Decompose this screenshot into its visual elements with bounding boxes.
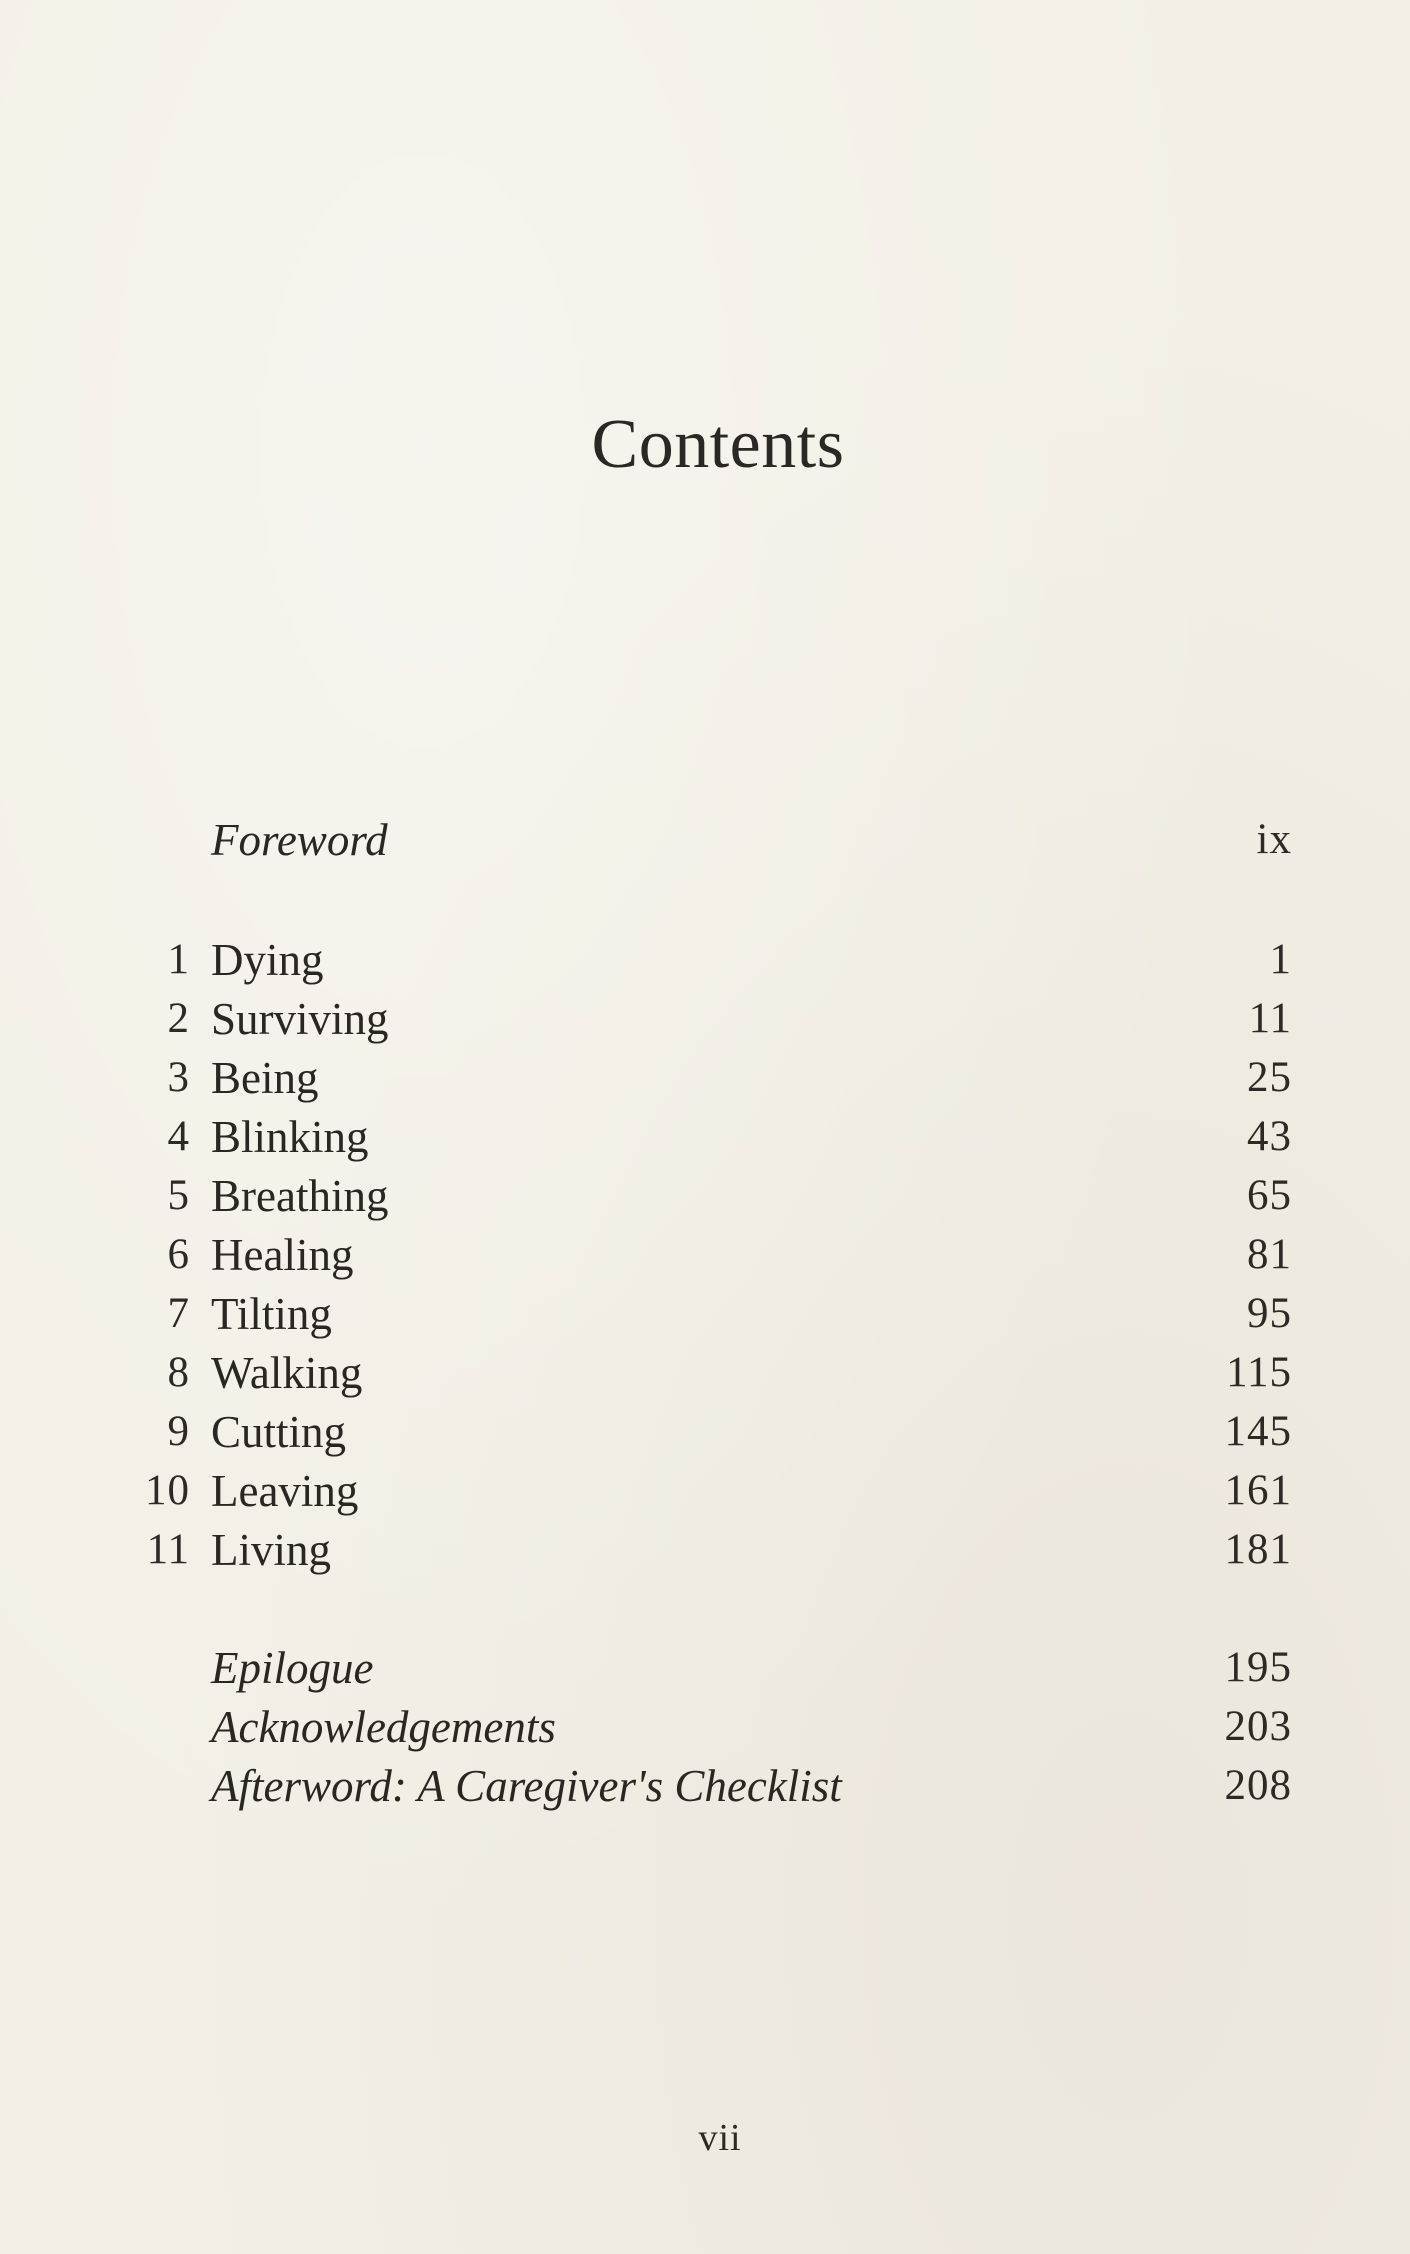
chapter-title: Living [211,1525,331,1575]
chapter-title: Dying [211,935,324,985]
toc-chapter-row [0,1284,1410,1344]
toc-entry-page: 208 [1224,1762,1292,1809]
toc-entry-foreword [0,810,1410,870]
toc-chapter-row [0,1520,1410,1580]
chapter-number: 8 [167,1349,190,1396]
chapter-number: 4 [167,1113,190,1160]
chapter-number: 2 [167,995,190,1042]
toc-entry-page: ix [1256,816,1292,863]
toc-chapter-row [0,930,1410,990]
toc-entry-label: Acknowledgements [211,1702,556,1752]
chapter-page: 11 [1248,995,1292,1042]
chapter-number: 1 [167,936,190,983]
toc-entry-label: Foreword [211,815,388,865]
chapter-page: 145 [1224,1408,1292,1455]
chapter-number: 10 [145,1467,190,1514]
chapter-title: Being [211,1053,319,1103]
toc-chapter-row [0,1048,1410,1108]
toc-entry-page: 195 [1224,1644,1292,1691]
page-title: Contents [591,406,845,483]
chapter-title: Walking [211,1348,363,1398]
chapter-page: 95 [1247,1290,1292,1337]
chapter-number: 6 [167,1231,190,1278]
toc-chapter-row [0,1402,1410,1462]
toc-chapter-row [0,1461,1410,1521]
chapter-number: 3 [167,1054,190,1101]
toc-chapter-row [0,1166,1410,1226]
chapter-number: 9 [167,1408,190,1455]
chapter-page: 181 [1224,1526,1292,1573]
toc-chapter-row [0,1107,1410,1167]
chapter-page: 43 [1247,1113,1292,1160]
toc-entry-label: Epilogue [211,1643,374,1693]
toc-entry-epilogue [0,1638,1410,1698]
chapter-title: Tilting [211,1289,332,1339]
chapter-page: 25 [1247,1054,1292,1101]
toc-chapter-row [0,1343,1410,1403]
chapter-page: 81 [1247,1231,1292,1278]
chapter-number: 7 [167,1290,190,1337]
chapter-title: Blinking [211,1112,369,1162]
toc-entry-afterword [0,1756,1410,1816]
chapter-number: 5 [167,1172,190,1219]
chapter-title: Leaving [211,1466,359,1516]
chapter-number: 11 [146,1526,190,1573]
toc-chapter-row [0,1225,1410,1285]
toc-chapter-row [0,989,1410,1049]
chapter-title: Healing [211,1230,354,1280]
chapter-page: 115 [1226,1349,1292,1396]
toc-entry-page: 203 [1224,1703,1292,1750]
chapter-title: Cutting [211,1407,347,1457]
chapter-page: 161 [1224,1467,1292,1514]
page-number: vii [698,2117,742,2159]
chapter-title: Breathing [211,1171,389,1221]
chapter-title: Surviving [211,994,389,1044]
toc-entry-acknowledgements [0,1697,1410,1757]
chapter-page: 65 [1247,1172,1292,1219]
chapter-page: 1 [1269,936,1292,983]
toc-entry-label: Afterword: A Caregiver's Checklist [211,1761,842,1811]
